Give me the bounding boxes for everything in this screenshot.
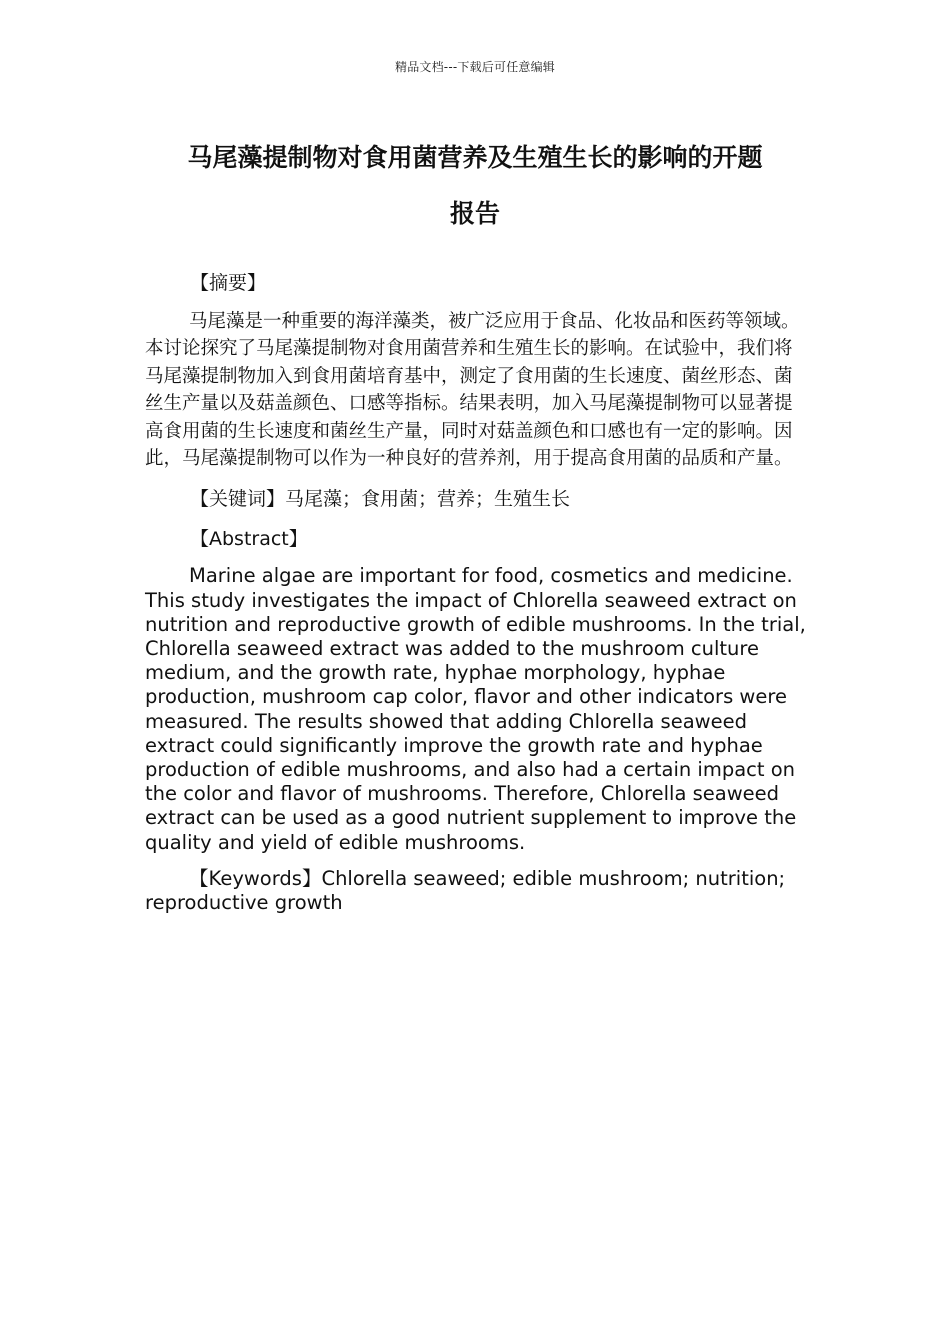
document-body [145,268,810,916]
keywords-en [145,867,810,916]
abstract-en-heading: 【Abstract】 [190,528,308,551]
keywords-zh-label: 【关键词】 [190,488,286,511]
keywords-zh-value: 马尾藻；食用菌；营养；生殖生长 [285,488,571,511]
keywords-en-value: Chlorella seaweed; edible mushroom; nutrition; reproductive growth [145,866,786,915]
abstract-zh-body: 马尾藻是一种重要的海洋藻类，被广泛应用于食品、化妆品和医药等领域。本讨论探究了马尾藻提制物对食用菌营养和生殖生长的影响。在试验中，我们将马尾藻提制物加入到食用菌培育基中，测定了食用菌的生长速度、菌丝形态、菌丝生产量以及菇盖颜色、口感等指标。结果表明，加入马尾藻提制物可以显著提高食用菌的生长速度和菌丝生产量，同时对菇盖颜色和口感也有一定的影响。因此，马尾藻提制物可以作为一种良好的营养剂，用于提高食用菌的品质和产量。 [145,311,800,470]
keywords-zh [145,484,810,514]
page-header: 精品文档---下载后可任意编辑 [395,60,555,74]
abstract-zh-heading: 【摘要】 [190,272,267,294]
keywords-en-label: 【Keywords】 [189,866,322,890]
title-line-2: 报告 [449,199,500,228]
abstract-en-body: Marine algae are important for food, cosmetics and medicine. This study investigates the impact of Chlorella seaweed extract on nutrition and reproductive growth of edible mushrooms. In the trial, Chlorella seaweed extract was added to the mushroom culture medium, and the growth rate, hyphae morphology, hyphae production, mushroom cap color, flavor and other indicators were measured. The results showed that adding Chlorella seaweed extract could significantly improve the growth rate and hyphae production of edible mushrooms, and also had a certain impact on the color and flavor of mushrooms. Therefore, Chlorella seaweed extract can be used as a good nutrient supplement to improve the quality and yield of edible mushrooms. [145,564,806,854]
title-line-1: 马尾藻提制物对食用菌营养及生殖生长的影响的开题 [187,143,763,172]
document-title [140,130,810,242]
